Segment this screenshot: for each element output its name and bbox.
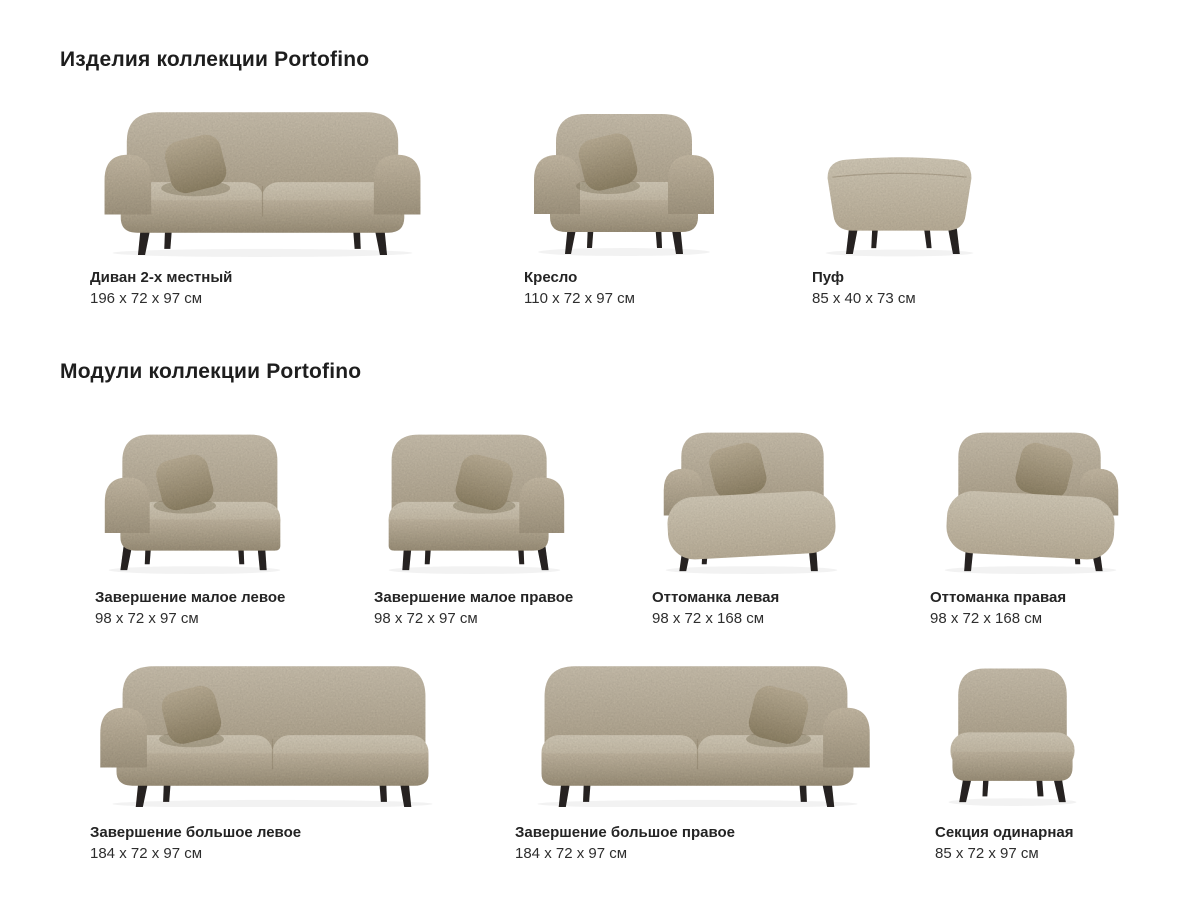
product-dimensions: 85 x 72 x 97 см [935, 845, 1039, 862]
product-card-small-end-right[interactable] [374, 418, 574, 630]
product-dimensions: 110 x 72 x 97 см [524, 290, 635, 307]
product-image-small-end-right [374, 418, 574, 574]
product-name: Кресло [524, 269, 578, 286]
product-card-ottoman-left[interactable] [652, 418, 852, 630]
product-dimensions: 196 x 72 x 97 см [90, 290, 203, 307]
product-card-large-end-right[interactable] [515, 650, 880, 865]
product-image-large-end-left [90, 650, 455, 807]
product-name: Пуф [812, 269, 845, 286]
product-image-sofa-two-seat [90, 95, 440, 257]
product-card-ottoman-right[interactable] [930, 418, 1130, 630]
product-image-large-end-right [515, 650, 880, 807]
product-card-large-end-left[interactable] [90, 650, 455, 865]
product-card-single-section[interactable] [935, 650, 1090, 865]
product-dimensions: 98 x 72 x 168 см [652, 610, 765, 627]
product-image-ottoman-left [652, 418, 852, 574]
product-name: Диван 2-х местный [90, 269, 233, 286]
product-image-pouf [812, 95, 992, 257]
product-card-pouf[interactable] [812, 95, 992, 310]
product-name: Завершение малое правое [374, 589, 574, 606]
product-name: Оттоманка правая [930, 589, 1067, 606]
product-card-armchair[interactable] [524, 95, 729, 310]
product-image-ottoman-right [930, 418, 1130, 574]
product-name: Секция одинарная [935, 824, 1074, 841]
product-image-small-end-left [95, 418, 295, 574]
product-dimensions: 98 x 72 x 97 см [95, 610, 199, 627]
product-dimensions: 98 x 72 x 97 см [374, 610, 478, 627]
section-title-modules: Модули коллекции Portofino [60, 360, 362, 383]
product-name: Завершение большое левое [90, 824, 302, 841]
product-card-sofa[interactable] [90, 95, 440, 310]
product-name: Завершение большое правое [515, 824, 735, 841]
product-name: Завершение малое левое [95, 589, 286, 606]
product-dimensions: 85 x 40 x 73 см [812, 290, 916, 307]
product-dimensions: 184 x 72 x 97 см [515, 845, 628, 862]
product-image-single-section [935, 650, 1090, 807]
product-image-armchair [524, 95, 729, 257]
product-dimensions: 184 x 72 x 97 см [90, 845, 203, 862]
product-dimensions: 98 x 72 x 168 см [930, 610, 1043, 627]
product-name: Оттоманка левая [652, 589, 780, 606]
section-title-products: Изделия коллекции Portofino [60, 48, 370, 71]
product-card-small-end-left[interactable] [95, 418, 295, 630]
